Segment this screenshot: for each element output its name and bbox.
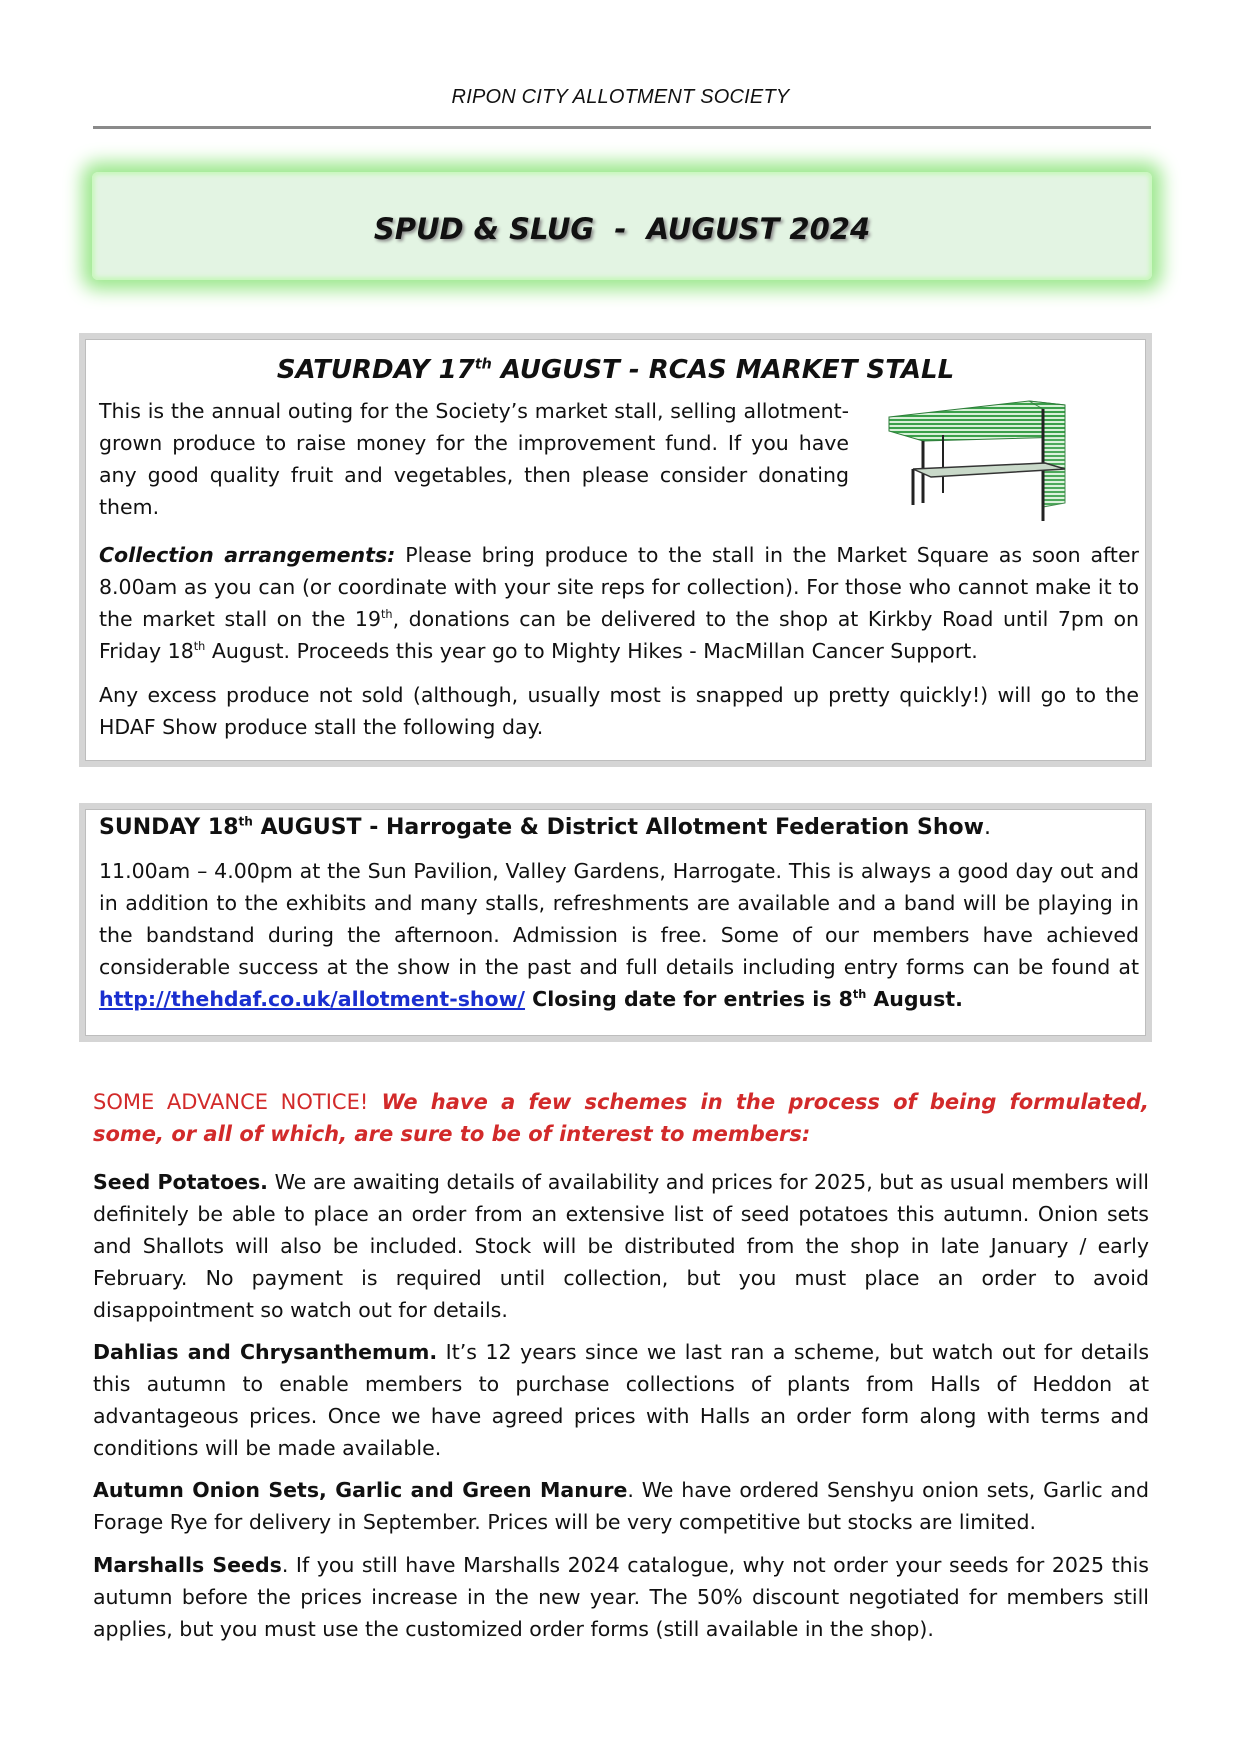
excess-produce-note: Any excess produce not sold (although, usually most is snapped up pretty quickly!) will go to the HDAF Show produce stall the following day. (99, 683, 1139, 739)
scheme-dahlias: Dahlias and Chrysanthemum. It’s 12 years since we last ran a scheme, but watch out for details this autumn to enable members to purchase collections of plants from Halls of Heddon at advantageous prices. Once we have agreed prices with Halls an order form along with terms and conditions will be made available. (93, 1340, 1149, 1460)
advance-notice (93, 1086, 1149, 1150)
scheme-autumn-onions: Autumn Onion Sets, Garlic and Green Manure. We have ordered Senshyu onion sets, Garlic and Forage Rye for delivery in September. Prices will be very competitive but stocks are limited. (93, 1478, 1149, 1534)
market-stall-section (79, 333, 1152, 767)
collection-arrangements: Collection arrangements: Please bring produce to the stall in the Market Square as soon after 8.00am as you can (or coordinate with your site reps for collection). For those who cannot make it to the market stall on the 19th, donations can be delivered to the shop at Kirkby Road until 7pm on Friday 18th August. Proceeds this year go to Mighty Hikes - MacMillan Cancer Support. (99, 543, 1139, 663)
header-divider (93, 126, 1151, 129)
newsletter-banner (92, 172, 1152, 280)
market-stall-image (883, 395, 1073, 521)
scheme-marshalls-seeds: Marshalls Seeds. If you still have Marshalls 2024 catalogue, why not order your seeds for 2025 this autumn before the prices increase in the new year. The 50% discount negotiated for members still applies, but you must use the customized order forms (still available in the shop). (93, 1553, 1149, 1641)
advance-notice-subheading: We have a few schemes in the process of being formulated, some, or all of which, are sure to be of interest to members: (93, 1090, 1150, 1146)
hdaf-show-details: 11.00am – 4.00pm at the Sun Pavilion, Valley Gardens, Harrogate. This is always a good day out and in addition to the exhibits and many stalls, refreshments are available and a band will be playing in the bandstand during the afternoon. Admission is free. Some of our members have achieved considerable success at the show in the past and full details including entry forms can be found at http://thehdaf.co.uk/allotment-show/ Closing date for entries is 8th August. (99, 859, 1139, 1011)
advance-notice-heading: SOME ADVANCE NOTICE! (93, 1090, 369, 1114)
society-header: RIPON CITY ALLOTMENT SOCIETY (451, 86, 790, 108)
market-stall-title: SATURDAY 17th AUGUST - RCAS MARKET STALL (276, 355, 955, 385)
market-stall-intro: This is the annual outing for the Society’s market stall, selling allotment-grown produce to raise money for the improvement fund. If you have any good quality fruit and vegetables, then please consider donating them. (99, 399, 849, 519)
hdaf-show-link[interactable]: http://thehdaf.co.uk/allotment-show/ (99, 987, 526, 1011)
newsletter-title: SPUD & SLUG - AUGUST 2024 (373, 212, 871, 246)
hdaf-show-section (79, 803, 1152, 1042)
scheme-seed-potatoes: Seed Potatoes. We are awaiting details of availability and prices for 2025, but as usual members will definitely be able to place an order from an extensive list of seed potatoes this autumn. Onion sets and Shallots will also be included. Stock will be distributed from the shop in late January / early February. No payment is required until collection, but you must place an order to avoid disappointment so watch out for details. (93, 1170, 1149, 1322)
hdaf-show-title: SUNDAY 18th AUGUST - Harrogate & District Allotment Federation Show. (99, 814, 991, 840)
